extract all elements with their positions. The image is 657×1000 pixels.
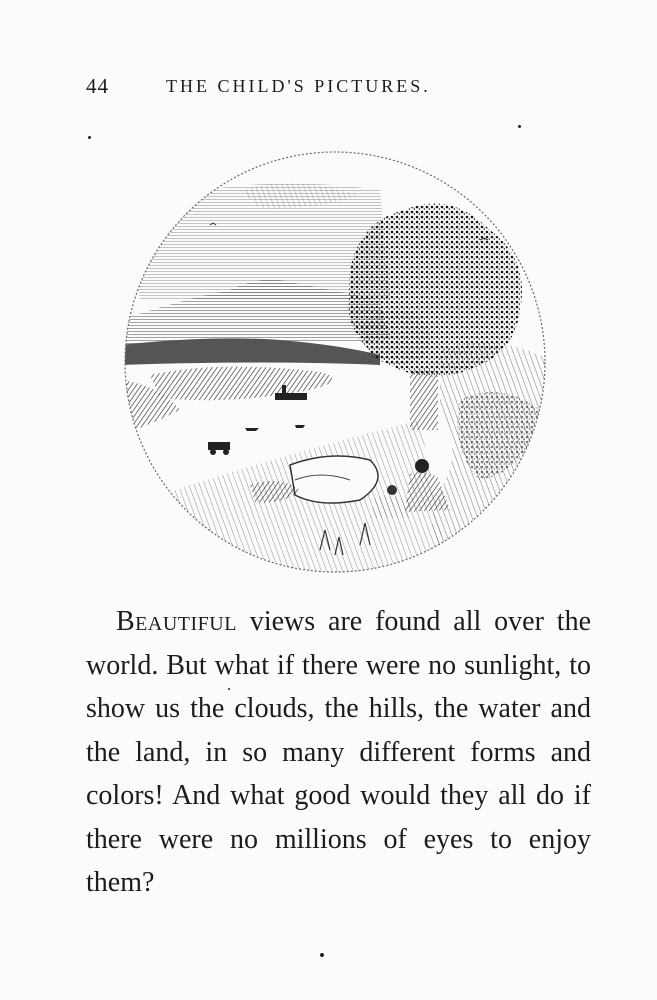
ink-speck: [320, 953, 324, 957]
ink-speck: [228, 688, 230, 690]
paragraph-text: views are found all over the world. But what if there were no sunlight, to show us the clouds, the hills, the water and the land, in so many different forms and colors! And what good would they all do if there were no millions of eyes to enjoy them?: [86, 606, 591, 898]
body-paragraph: [86, 600, 591, 905]
ink-speck: [518, 125, 521, 128]
lead-words: Beautiful: [116, 606, 237, 637]
ink-speck: [88, 136, 91, 139]
running-head: THE CHILD'S PICTURES.: [166, 76, 431, 96]
landscape-vignette: [120, 150, 550, 580]
page-number: 44: [86, 74, 109, 98]
